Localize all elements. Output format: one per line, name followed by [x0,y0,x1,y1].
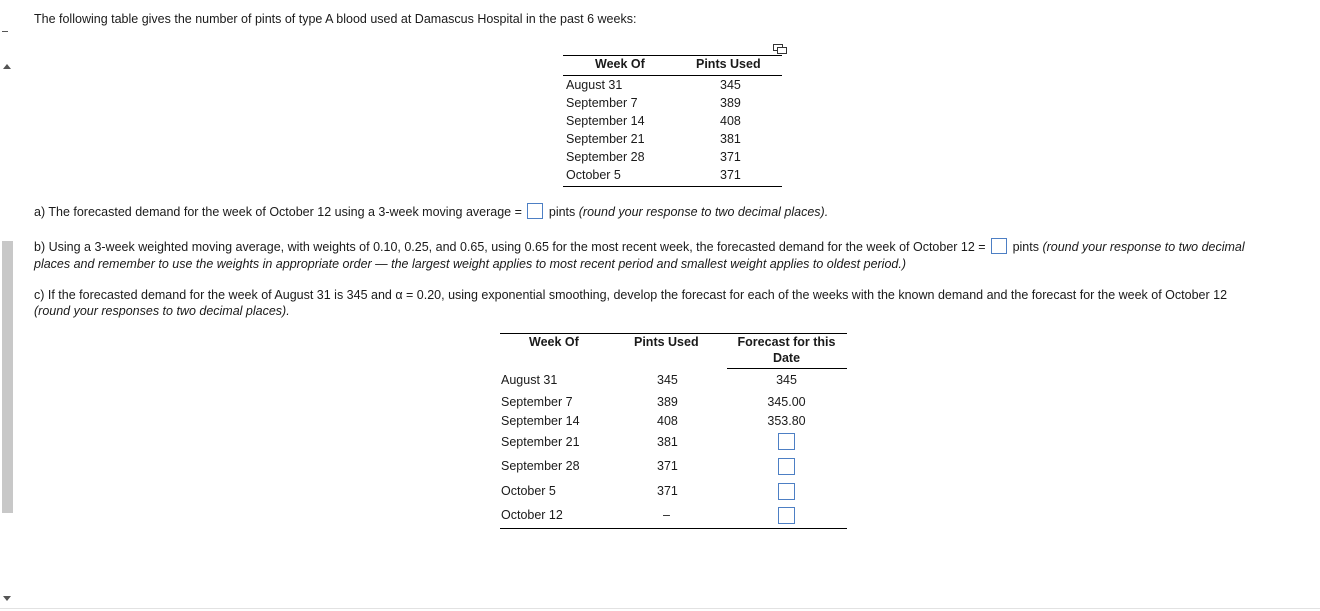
table2-header-forecast-date: Date [772,351,801,365]
forecast-input-october-12[interactable] [778,507,795,524]
scroll-down-arrow-icon[interactable] [3,596,11,601]
table1-week-cell: August 31 [566,78,623,92]
question-b-line2: places and remember to use the weights in appropriate order — the largest weight applies to most recent period and smallest weight applies to oldest period.) [34,257,907,271]
question-b-note: (round your response to two decimal [1042,240,1245,254]
table2-pints-cell: 371 [657,459,678,473]
question-c-line2: (round your responses to two decimal places). [34,304,290,318]
table1-week-cell: September 28 [566,150,645,164]
intro-text: The following table gives the number of pints of type A blood used at Damascus Hospital in the past 6 weeks: [34,12,637,26]
table1-pints-cell: 345 [720,78,741,92]
table1-header-pints: Pints Used [696,57,761,71]
table2-bottom-rule [500,528,847,529]
table2-week-cell: August 31 [501,373,558,387]
table1-top-rule [563,55,782,56]
table1-week-cell: October 5 [566,168,621,182]
forecast-input-october-5[interactable] [778,483,795,500]
answer-a-input[interactable] [527,203,543,219]
table2-pints-cell: 408 [657,414,678,428]
table1-pints-cell: 371 [720,168,741,182]
table1-pints-cell: 381 [720,132,741,146]
question-c-line1: c) If the forecasted demand for the week of August 31 is 345 and α = 0.20, using exponential smoothing, develop the forecast for each of the weeks with the known demand and the forecast for the week of October 12 [34,288,1228,302]
table2-top-rule [500,333,847,334]
table2-header-week: Week Of [529,335,579,349]
table1-pints-cell: 371 [720,150,741,164]
table2-pints-cell: 381 [657,435,678,449]
table1-pints-cell: 389 [720,96,741,110]
question-b-unit: pints [1012,240,1039,254]
table2-pints-cell: – [663,508,670,522]
table2-week-cell: September 14 [501,414,580,428]
table2-forecast-cell: 353.80 [767,414,806,428]
table2-pints-cell: 389 [657,395,678,409]
vertical-scrollbar[interactable] [0,64,14,611]
table2-header-pints: Pints Used [634,335,699,349]
table1-bottom-rule [563,186,782,187]
table1-week-cell: September 21 [566,132,645,146]
left-margin-dash [2,31,8,32]
table2-pints-cell: 345 [657,373,678,387]
question-a-text: a) The forecasted demand for the week of October 12 using a 3-week moving average = [34,205,522,219]
table2-week-cell: October 5 [501,484,556,498]
table1-week-cell: September 14 [566,114,645,128]
table1-header-rule [563,75,782,76]
table2-week-cell: September 28 [501,459,580,473]
question-a-note: (round your response to two decimal places). [578,205,829,219]
table2-pints-cell: 371 [657,484,678,498]
table1-pints-cell: 408 [720,114,741,128]
table2-header-forecast: Forecast for this [737,335,836,349]
table2-week-cell: September 21 [501,435,580,449]
question-b-line1 [34,238,1245,254]
scroll-thumb[interactable] [2,241,13,513]
question-a [34,203,828,219]
question-a-unit: pints [548,205,576,219]
table1-week-cell: September 7 [566,96,638,110]
scroll-up-arrow-icon[interactable] [3,64,11,69]
table2-forecast-cell: 345 [776,373,797,387]
question-b-text: b) Using a 3-week weighted moving average, with weights of 0.10, 0.25, and 0.65, using 0.65 for the most recent week, the forecasted demand for the week of October 12 = [34,240,986,254]
forecast-input-september-21[interactable] [778,433,795,450]
bottom-divider [0,608,1320,609]
copy-data-icon[interactable] [773,43,787,53]
table2-week-cell: September 7 [501,395,573,409]
table2-week-cell: October 12 [501,508,563,522]
table1-header-week: Week Of [595,57,645,71]
forecast-input-september-28[interactable] [778,458,795,475]
table2-forecast-cell: 345.00 [767,395,806,409]
table2-header-rule [727,368,847,369]
answer-b-input[interactable] [991,238,1007,254]
